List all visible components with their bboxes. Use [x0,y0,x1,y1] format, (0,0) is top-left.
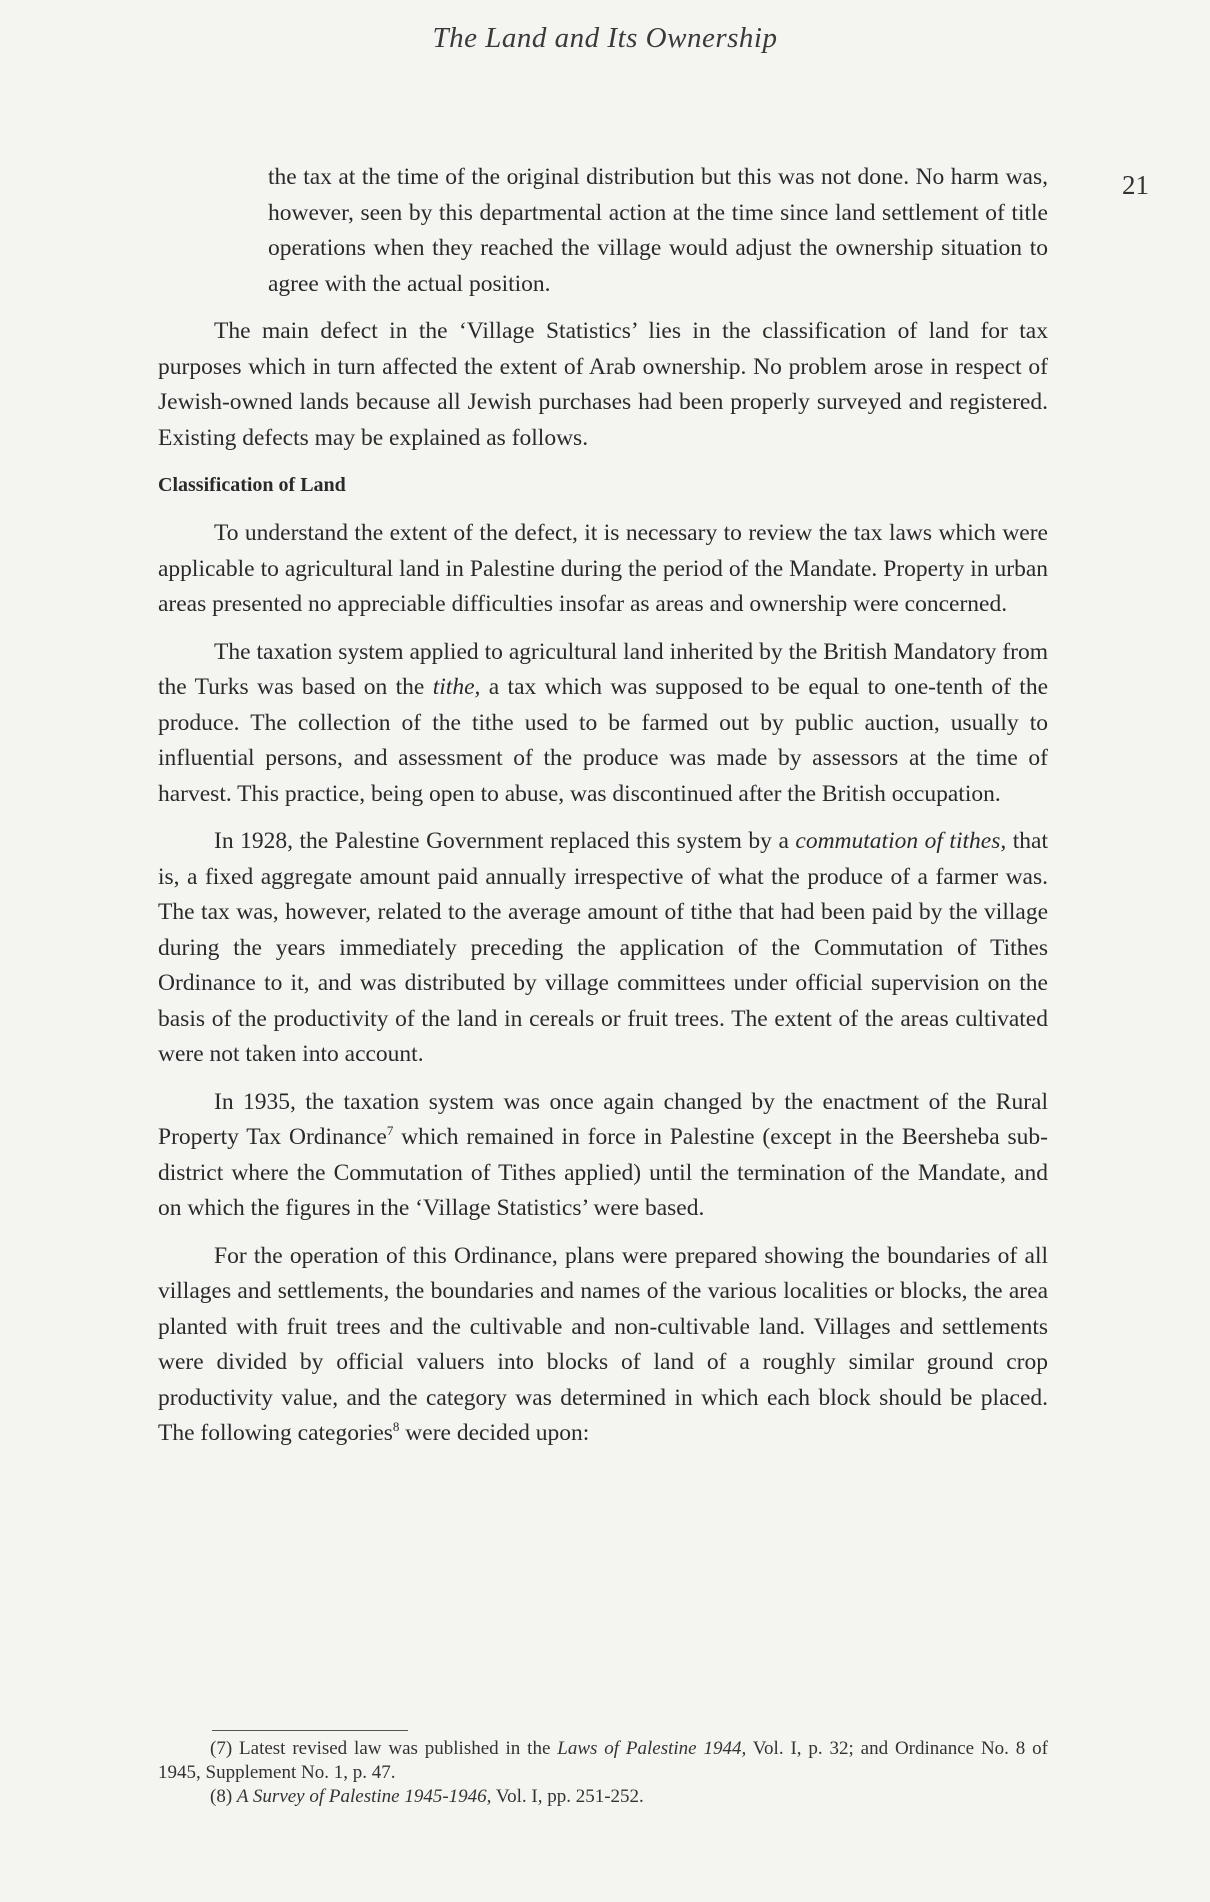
paragraph-1935-text: In 1935, the taxation system was once again changed by the enactment of the Rural Property Tax Ordinance [158,1088,1048,1150]
body-text [158,160,1048,1464]
paragraph-1935 [158,1085,1048,1227]
paragraph-1935-rest: which remained in force in Palestine (except in the Beersheba sub-district where the Commutation of Tithes applied) until the termination of the Mandate, and on which the figures in the ‘Village Statistics’ were based. [158,1124,1048,1221]
section-heading: Classification of Land [158,474,346,496]
paragraph-operation-rest: were decided upon: [399,1420,590,1446]
footnote-8-text: (8) [210,1786,237,1807]
paragraph-understand: To understand the extent of the defect, it is necessary to review the tax laws which were applicable to agricultural land in Palestine during the period of the Mandate. Property in urban areas presented no appreciable difficulties insofar as areas and ownership were concerned. [158,520,1048,617]
paragraph-operation-text: For the operation of this Ordinance, plans were prepared showing the boundaries of all villages and settlements, the boundaries and names of the various localities or blocks, the area planted with fruit trees and the cultivable and non-cultivable land. Villages and settlements were divided by official valuers into blocks of land of a roughly similar ground crop productivity value, and the category was determined in which each block should be placed. The following categories [158,1242,1048,1446]
paragraph-1928 [158,824,1048,1073]
footnote-ref-8: 8 [392,1419,400,1435]
footnote-8 [158,1785,1048,1809]
footnotes [158,1737,1048,1809]
paragraph-main-defect: The main defect in the ‘Village Statistics’ lies in the classification of land for tax purposes which in turn affected the extent of Arab ownership. No problem arose in respect of Jewish-owned lands because all Jewish purchases had been properly surveyed and registered. Existing defects may be explained as follows. [158,318,1048,451]
footnote-7-rest: Vol. I, p. 32; and Ordinance No. 8 of 1945, Supplement No. 1, p. 47. [158,1738,1048,1783]
footnote-7-title: Laws of Palestine 1944, [557,1738,747,1759]
tithe-term: tithe, [432,674,481,700]
page-number: 21 [1122,170,1149,200]
footnote-ref-7: 7 [386,1123,394,1139]
intro-paragraph: the tax at the time of the original distribution but this was not done. No harm was, however, seen by this departmental action at the time since land settlement of title operations when they reached the village would adjust the ownership situation to agree with the actual position. [268,164,1048,297]
running-head: The Land and Its Ownership [432,22,778,54]
footnote-divider [212,1730,408,1731]
paragraph-operation [158,1239,1048,1452]
footnote-7 [158,1737,1048,1785]
paragraph-tithe-rest: a tax which was supposed to be equal to one-tenth of the produce. The collection of the tithe used to be farmed out by public auction, usually to influential persons, and assessment of the produce was made by assessors at the time of harvest. This practice, being open to abuse, was discontinued after the British occupation. [158,674,1049,807]
paragraph-1928-rest: that is, a fixed aggregate amount paid annually irrespective of what the produce of a farmer was. The tax was, however, related to the average amount of tithe that had been paid by the village during the years immediately preceding the application of the Commutation of Tithes Ordinance to it, and was distributed by village committees under official supervision on the basis of the productivity of the land in cereals or fruit trees. The extent of the areas cultivated were not taken into account. [158,828,1048,1067]
footnote-8-rest: Vol. I, pp. 251-252. [491,1786,644,1807]
footnote-7-text: (7) Latest revised law was published in the [210,1738,558,1759]
paragraph-tithe [158,635,1048,813]
paragraph-tithe-text: The taxation system applied to agricultural land inherited by the British Mandatory from the Turks was based on the [158,638,1048,700]
commutation-term: commutation of tithes, [795,828,1007,854]
footnote-8-title: A Survey of Palestine 1945-1946, [236,1786,492,1807]
paragraph-1928-text: In 1928, the Palestine Government replaced this system by a [214,828,796,854]
